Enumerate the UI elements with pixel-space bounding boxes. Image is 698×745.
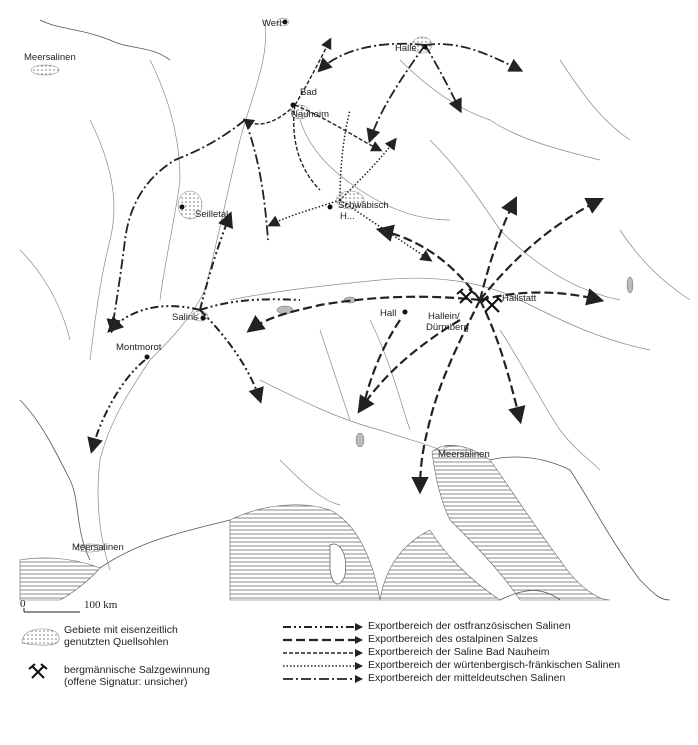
legend-row-central-german	[283, 672, 698, 685]
legend-label-wuerttemberg: Exportbereich der würtenbergisch-fränkischen Salinen	[368, 659, 621, 671]
label-meersalinen-north: Meersalinen	[24, 52, 76, 63]
legend-row-bad-nauheim	[283, 646, 698, 659]
site-salins	[201, 316, 206, 321]
label-halle: Halle	[395, 43, 417, 54]
legend-label-east-french: Exportbereich der ostfranzösischen Salinen	[368, 620, 571, 632]
label-salins: Salins	[172, 312, 198, 323]
legend-salt-areas	[18, 622, 268, 652]
ligurian-sea	[230, 505, 380, 600]
line-central-german-icon	[283, 675, 363, 683]
legend-label-central-german: Exportbereich der mitteldeutschen Salinen	[368, 672, 566, 684]
mining-symbol-hallein-icon	[457, 289, 475, 303]
line-east-alpine-icon	[283, 636, 363, 644]
label-hallstatt: Hallstatt	[502, 293, 537, 304]
mining-symbol-hallstatt-icon	[482, 296, 502, 312]
line-east-french-icon	[283, 623, 363, 631]
salt-area-north	[31, 65, 59, 75]
sea-areas	[20, 445, 610, 600]
legend-mining-line1: bergmännische Salzgewinnung	[64, 664, 210, 676]
legend-label-bad-nauheim: Exportbereich der Saline Bad Nauheim	[368, 646, 550, 658]
salt-spring-areas	[31, 18, 467, 552]
legend-row-east-alpine	[283, 633, 698, 646]
mining-symbol-icon	[28, 662, 48, 682]
line-bad-nauheim-icon	[283, 649, 363, 657]
routes-east-alpine	[250, 200, 600, 490]
line-wuerttemberg-icon	[283, 662, 363, 670]
map-legend	[0, 612, 698, 745]
label-montmorot: Montmorot	[116, 342, 162, 353]
site-montmorot	[145, 355, 150, 360]
scale-distance: 100 km	[84, 599, 118, 611]
legend-mining-line2: (offene Signatur: unsicher)	[64, 676, 188, 688]
legend-mining	[18, 662, 268, 692]
legend-label-east-alpine: Exportbereich des ostalpinen Salzes	[368, 633, 538, 645]
salt-spring-area-icon	[18, 625, 63, 647]
site-halle	[423, 45, 428, 50]
coastlines	[20, 20, 670, 600]
rivers	[20, 20, 690, 570]
site-seilletal	[180, 205, 185, 210]
label-schwaebisch-2: H...	[340, 211, 355, 222]
label-seilletal: Seilletal	[195, 209, 229, 220]
label-meersalinen-adriatic: Meersalinen	[438, 449, 490, 460]
label-nauheim: Nauheim	[291, 109, 330, 120]
legend-salt-areas-line2: genutzten Quellsohlen	[64, 636, 169, 648]
label-hallein: Hallein/	[428, 311, 460, 322]
label-bad: Bad	[300, 87, 317, 98]
label-meersalinen-southwest: Meersalinen	[72, 542, 124, 553]
legend-routes	[283, 620, 698, 700]
legend-row-wuerttemberg	[283, 659, 698, 672]
site-schwaebisch	[328, 205, 333, 210]
legend-salt-areas-line1: Gebiete mit eisenzeitlich	[64, 624, 178, 636]
label-werl: Werl	[262, 18, 282, 29]
site-bad-nauheim	[291, 103, 296, 108]
scale-zero: 0	[20, 598, 26, 610]
label-schwaebisch: Schwäbisch	[338, 200, 389, 211]
label-duerrnberg: Dürrnberg	[426, 322, 469, 333]
mediterranean-southwest	[20, 558, 100, 600]
label-hall: Hall	[380, 308, 397, 319]
site-hall	[403, 310, 408, 315]
legend-row-east-french	[283, 620, 698, 633]
site-werl	[283, 20, 288, 25]
